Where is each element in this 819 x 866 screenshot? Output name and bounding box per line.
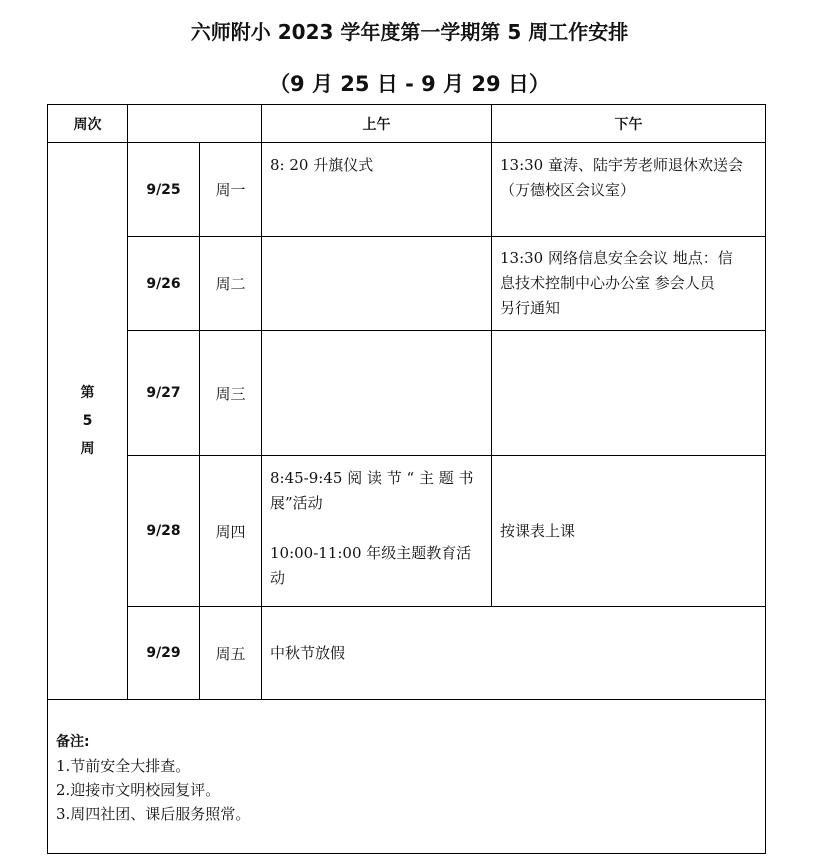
morning-cell — [262, 456, 492, 607]
event-line: 10:00-11:00 年级主题教育活 — [270, 544, 472, 562]
header-week: 周次 — [48, 105, 128, 143]
weekday-cell: 周二 — [200, 237, 262, 331]
week-label-char: 5 — [82, 413, 93, 429]
page-title: 六师附小 2023 学年度第一学期第 5 周工作安排 — [190, 20, 629, 44]
date-cell: 9/25 — [128, 143, 200, 237]
weekday-cell: 周四 — [200, 456, 262, 607]
full-day-cell: 中秋节放假 — [262, 607, 766, 700]
afternoon-cell — [492, 331, 766, 456]
event-line: 8:45-9:45 阅 读 节 “ 主 题 书 — [270, 469, 474, 487]
header-afternoon: 下午 — [492, 105, 766, 143]
header-row — [48, 105, 766, 143]
afternoon-cell — [492, 237, 766, 331]
event-line: 8: 20 升旗仪式 — [270, 156, 374, 174]
event-line: 动 — [270, 569, 286, 587]
afternoon-cell — [492, 143, 766, 237]
notes-cell — [48, 700, 766, 854]
weekday-cell: 周三 — [200, 331, 262, 456]
table-row — [48, 456, 766, 607]
week-label — [48, 143, 128, 700]
afternoon-cell — [492, 456, 766, 607]
weekday-cell: 周一 — [200, 143, 262, 237]
date-cell: 9/26 — [128, 237, 200, 331]
table-row — [48, 237, 766, 331]
date-cell: 9/27 — [128, 331, 200, 456]
event-line: （万德校区会议室） — [500, 181, 636, 199]
note-item: 1.节前安全大排查。 — [56, 757, 191, 775]
table-row — [48, 331, 766, 456]
morning-cell — [262, 331, 492, 456]
morning-cell — [262, 237, 492, 331]
event-line: 息技术控制中心办公室 参会人员 — [500, 274, 715, 292]
table-row — [48, 607, 766, 700]
event-line: 13:30 童涛、陆宇芳老师退休欢送会 — [500, 156, 743, 174]
event-line: 另行通知 — [500, 299, 561, 317]
note-item: 2.迎接市文明校园复评。 — [56, 781, 221, 799]
header-blank — [128, 105, 262, 143]
note-item: 3.周四社团、课后服务照常。 — [56, 805, 251, 823]
event-line: 13:30 网络信息安全会议 地点：信 — [500, 249, 733, 267]
date-range-subtitle: （9 月 25 日 - 9 月 29 日） — [269, 72, 550, 96]
notes-title: 备注: — [56, 734, 90, 750]
event-line: 按课表上课 — [500, 521, 576, 540]
week-label-char: 第 — [80, 385, 95, 401]
date-cell: 9/29 — [128, 607, 200, 700]
event-spacer — [270, 516, 483, 541]
weekday-cell: 周五 — [200, 607, 262, 700]
schedule-table — [47, 104, 766, 854]
date-cell: 9/28 — [128, 456, 200, 607]
event-line: 展”活动 — [270, 494, 323, 512]
week-label-char: 周 — [80, 441, 95, 457]
notes-row — [48, 700, 766, 854]
table-row — [48, 143, 766, 237]
morning-cell — [262, 143, 492, 237]
header-morning: 上午 — [262, 105, 492, 143]
